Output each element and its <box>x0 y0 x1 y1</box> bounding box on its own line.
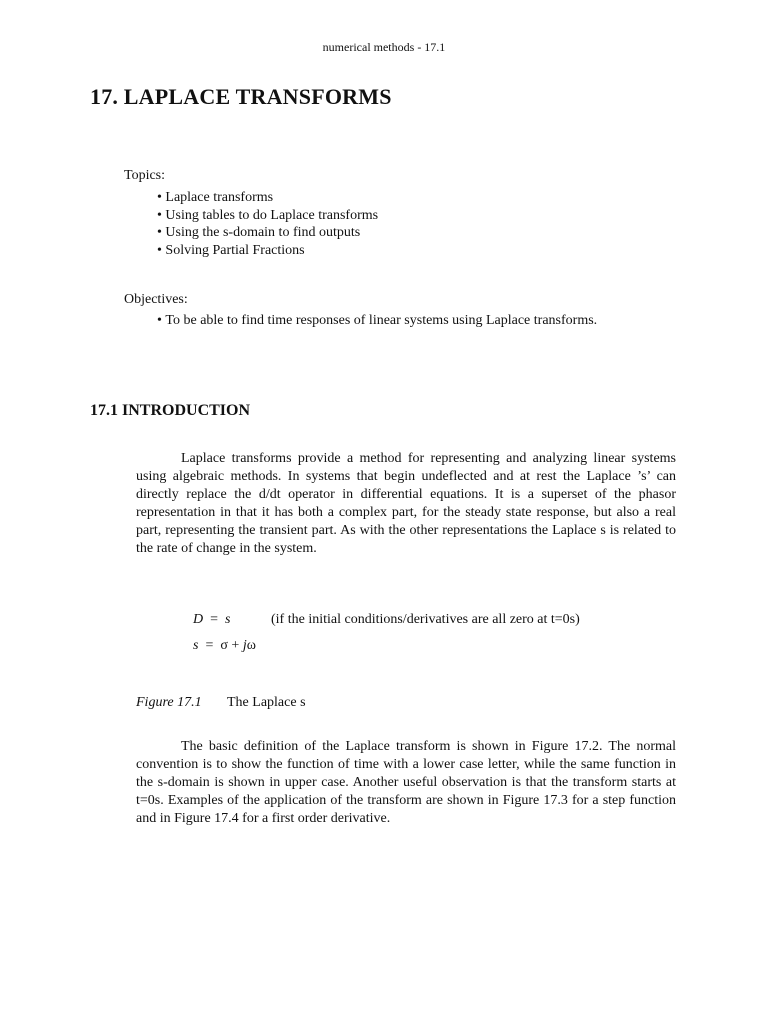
figure-number: Figure 17.1 <box>136 695 202 710</box>
topic-item: • Using the s-domain to find outputs <box>157 224 378 242</box>
eq1-op: = <box>210 612 219 627</box>
equation-d-equals-s <box>193 612 230 628</box>
figure-caption: The Laplace s <box>227 695 306 710</box>
eq1-lhs: D <box>193 612 204 627</box>
objective-item: • To be able to find time responses of linear systems using Laplace transforms. <box>157 312 597 330</box>
equation-s-definition <box>193 638 256 654</box>
eq2-op: = <box>205 638 214 653</box>
topics-label: Topics: <box>124 168 166 183</box>
eq2-omega: ω <box>246 638 256 653</box>
eq2-plus: + <box>231 638 240 653</box>
section-title: 17.1 INTRODUCTION <box>90 402 251 419</box>
definition-paragraph: The basic definition of the Laplace transform is shown in Figure 17.2. The normal convention is to show the function of time with a lower case letter, while the same function in the s-domain is shown in upper case. Another useful observation is that the transform starts at t=0s. Examples of the application of the transform are shown in Figure 17.3 for a step function and in Figure 17.4 for a first order derivative. <box>136 739 676 826</box>
eq2-j: j <box>242 638 247 653</box>
eq2-sigma: σ <box>220 638 228 653</box>
intro-paragraph: Laplace transforms provide a method for representing and analyzing linear systems using algebraic methods. In systems that begin undeflected and at rest the Laplace ’s’ can directly replace the d/dt operator in differential equations. It is a superset of the phasor representation in that it has both a complex part, for the steady state response, but also a real part, representing the transient part. As with the other representations the Laplace s is related to the rate of change in the system. <box>136 451 676 556</box>
topic-item: • Solving Partial Fractions <box>157 242 378 260</box>
running-header: numerical methods - 17.1 <box>322 40 446 54</box>
topic-item: • Using tables to do Laplace transforms <box>157 207 378 225</box>
chapter-title: 17. LAPLACE TRANSFORMS <box>90 84 392 109</box>
topics-list <box>157 189 378 259</box>
equation-note: (if the initial conditions/derivatives are all zero at t=0s) <box>271 612 580 627</box>
objectives-list <box>157 312 597 330</box>
objectives-label: Objectives: <box>124 292 188 307</box>
eq2-lhs: s <box>193 638 199 653</box>
topic-item: • Laplace transforms <box>157 189 378 207</box>
eq1-rhs: s <box>225 612 231 627</box>
